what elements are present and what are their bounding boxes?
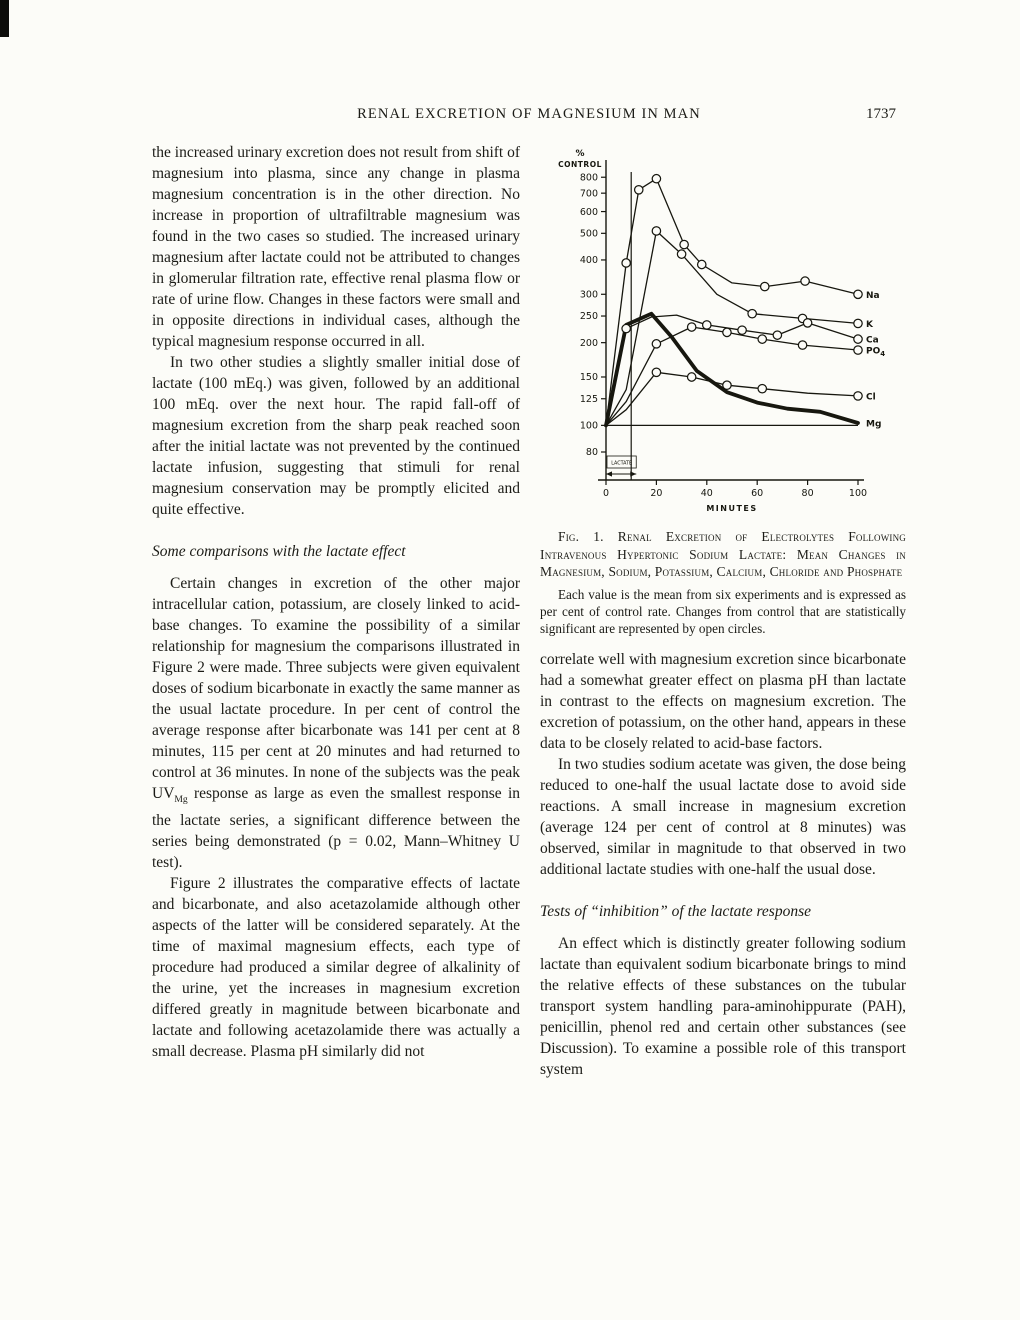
figure-1	[540, 142, 906, 637]
page-number: 1737	[866, 106, 896, 122]
svg-text:20: 20	[650, 488, 663, 499]
right-column	[540, 142, 906, 1080]
svg-text:Cl: Cl	[866, 392, 876, 403]
svg-text:125: 125	[579, 393, 598, 405]
paragraph: correlate well with magnesium excretion since bicarbonate had a somewhat greater effect on plasma pH than lactate in contrast to the effects on magnesium excretion. The excretion of potassium, on the other hand, appears in these data to be closely related to acid-base factors.	[540, 650, 906, 752]
paragraph: An effect which is distinctly greater following sodium lactate than equivalent sodium bicarbonate brings to mind the relative effects of these substances on the tubular transport system handling para-aminohippurate (PAH), penicillin, phenol red and certain other substances (see Discussion). To examine a possible role of this transport system	[540, 934, 906, 1078]
paragraph-text: response as large as even the smallest response in the lactate series, a significant difference between the series being demonstrated (p = 0.02, Mann–Whitney U test).	[152, 785, 520, 872]
figure-caption: Fig. 1. Renal Excretion of Electrolytes Following Intravenous Hypertonic Sodium Lactate: Mean Changes in Magnesium, Sodium, Potassium, Calcium, Chloride and Phosphate	[540, 529, 906, 579]
svg-text:PO4: $PO_4$	[866, 346, 886, 359]
paragraph	[152, 573, 520, 873]
svg-text:500: 500	[579, 228, 598, 240]
paragraph: Figure 2 illustrates the comparative effects of lactate and bicarbonate, and also acetazolamide although other aspects of the latter will be considered separately. At the time of maximal magnesium effects, each type of procedure had produced a similar degree of alkalinity of the urine, yet the increases in magnesium excretion differed greatly in magnitude between bicarbonate and lactate and following acetazolamide there was actually a small decrease. Plasma pH similarly did not	[152, 875, 520, 1061]
svg-text:Mg: Mg	[866, 419, 882, 430]
svg-text:80: 80	[585, 447, 598, 459]
svg-text:LACTATE: LACTATE	[611, 461, 633, 467]
svg-text:100: 100	[848, 488, 868, 499]
left-column	[152, 142, 520, 1062]
paragraph: In two studies sodium acetate was given, the dose being reduced to one-half the usual lactate dose to avoid side reactions. A small increase in magnesium excretion (average 124 per cent of control at 8 minutes) was observed, similar in magnitude to that observed in two additional lactate studies with one-half the usual dose.	[540, 755, 906, 878]
electrolyte-line-chart	[540, 142, 906, 522]
svg-text:800: 800	[579, 172, 598, 184]
svg-text:250: 250	[579, 311, 598, 323]
figure-1-caption-block	[540, 528, 906, 637]
svg-text:100: 100	[579, 420, 598, 432]
section-heading-inhibition: Tests of “inhibition” of the lactate response	[540, 902, 811, 920]
scan-artifact	[0, 0, 9, 37]
running-head	[152, 106, 906, 126]
svg-text:60: 60	[751, 488, 764, 499]
svg-text:K: K	[866, 319, 873, 330]
svg-text:80: 80	[801, 488, 814, 499]
svg-text:40: 40	[700, 488, 713, 499]
figure-note: Each value is the mean from six experiments and is expressed as per cent of control rate. Changes from control that are statistically significant are represented by open circles.	[540, 586, 906, 636]
svg-text:700: 700	[579, 188, 598, 200]
svg-text:Ca: Ca	[866, 335, 879, 346]
svg-text:400: 400	[579, 255, 598, 267]
svg-text:0: 0	[602, 488, 610, 499]
paragraph: the increased urinary excretion does not result from shift of magnesium into plasma, since any change in plasma magnesium concentration is in the other direction. No increase in proportion of ultrafiltrable magnesium was found in the two cases so studied. The increased urinary magnesium after lactate could not be attributed to changes in glomerular filtration rate, effective renal plasma flow or rate of urine flow. Changes in these factors were small and in opposite directions in individual cases, although the typical magnesium response occurred in all.	[152, 144, 521, 350]
svg-text:200: 200	[579, 337, 598, 349]
svg-text:CONTROL: CONTROL	[558, 160, 602, 169]
running-head-title: RENAL EXCRETION OF MAGNESIUM IN MAN	[357, 106, 701, 122]
svg-text:600: 600	[579, 206, 598, 218]
svg-text:150: 150	[579, 372, 598, 384]
svg-text:MINUTES: MINUTES	[706, 504, 758, 513]
paragraph-text: Certain changes in excretion of the other major intracellular cation, potassium, are closely linked to acid-base changes. To examine the possibility of a similar relationship for magnesium the comparisons illustrated in Figure 2 were made. Three subjects were given equivalent doses of sodium bicarbonate in exactly the same manner as the usual lactate procedure. In per cent of control the average response after bicarbonate was 141 per cent at 8 minutes, 115 per cent at 20 minutes and had returned to control at 36 minutes. In none of the subjects was the peak UV	[152, 575, 520, 802]
section-heading-comparisons: Some comparisons with the lactate effect	[152, 543, 406, 560]
svg-text:Na: Na	[866, 290, 880, 301]
uv-mg-subscript: Mg	[174, 794, 188, 806]
svg-text:300: 300	[579, 289, 598, 301]
paragraph: In two other studies a slightly smaller initial dose of lactate (100 mEq.) was given, followed by an additional 100 mEq. over the next hour. The rapid fall-off of magnesium excretion from the sharp peak reached soon after the initial lactate was not prevented by the continued lactate infusion, suggesting that stimuli for renal magnesium conservation may be promptly elicited and quite effective.	[152, 354, 520, 518]
svg-text:%: %	[575, 149, 585, 159]
